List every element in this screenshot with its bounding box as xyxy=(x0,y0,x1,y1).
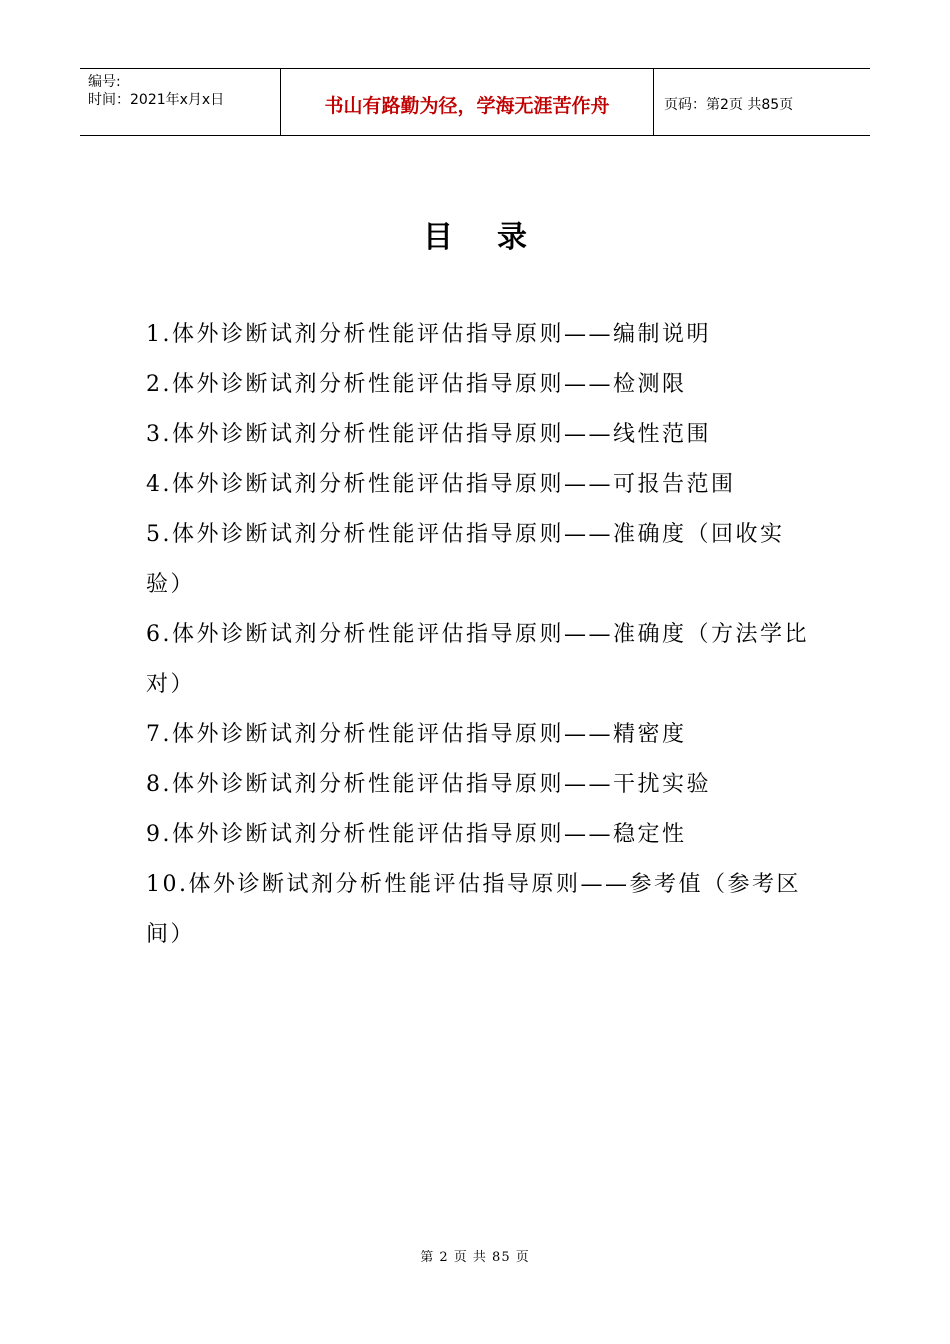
toc-item-8[interactable]: 8.体外诊断试剂分析性能评估指导原则——干扰实验 xyxy=(146,772,711,797)
toc-item-9[interactable]: 9.体外诊断试剂分析性能评估指导原则——稳定性 xyxy=(146,822,687,847)
toc-item-6[interactable]: 6.体外诊断试剂分析性能评估指导原则——准确度（方法学比对） xyxy=(146,622,809,697)
toc-item-3[interactable]: 3.体外诊断试剂分析性能评估指导原则——线性范围 xyxy=(146,422,711,447)
toc-item-5[interactable]: 5.体外诊断试剂分析性能评估指导原则——准确度（回收实验） xyxy=(146,522,785,597)
page-header xyxy=(80,68,870,136)
document-number-label: 编号: xyxy=(88,74,121,90)
header-page-info: 页码：第2页 共85页 xyxy=(664,97,794,113)
toc-item-2[interactable]: 2.体外诊断试剂分析性能评估指导原则——检测限 xyxy=(146,372,687,397)
toc-item-7[interactable]: 7.体外诊断试剂分析性能评估指导原则——精密度 xyxy=(146,722,687,747)
table-of-contents xyxy=(146,310,811,960)
toc-item-4[interactable]: 4.体外诊断试剂分析性能评估指导原则——可报告范围 xyxy=(146,472,736,497)
page-footer: 第 2 页 共 85 页 xyxy=(420,1250,530,1265)
toc-item-1[interactable]: 1.体外诊断试剂分析性能评估指导原则——编制说明 xyxy=(146,322,711,347)
toc-item-10[interactable]: 10.体外诊断试剂分析性能评估指导原则——参考值（参考区间） xyxy=(146,872,801,947)
header-motto: 书山有路勤为径，学海无涯苦作舟 xyxy=(281,69,654,135)
document-date: 时间：2021年x月x日 xyxy=(88,92,225,108)
header-meta xyxy=(80,69,281,135)
page-title: 目录 xyxy=(423,220,571,255)
